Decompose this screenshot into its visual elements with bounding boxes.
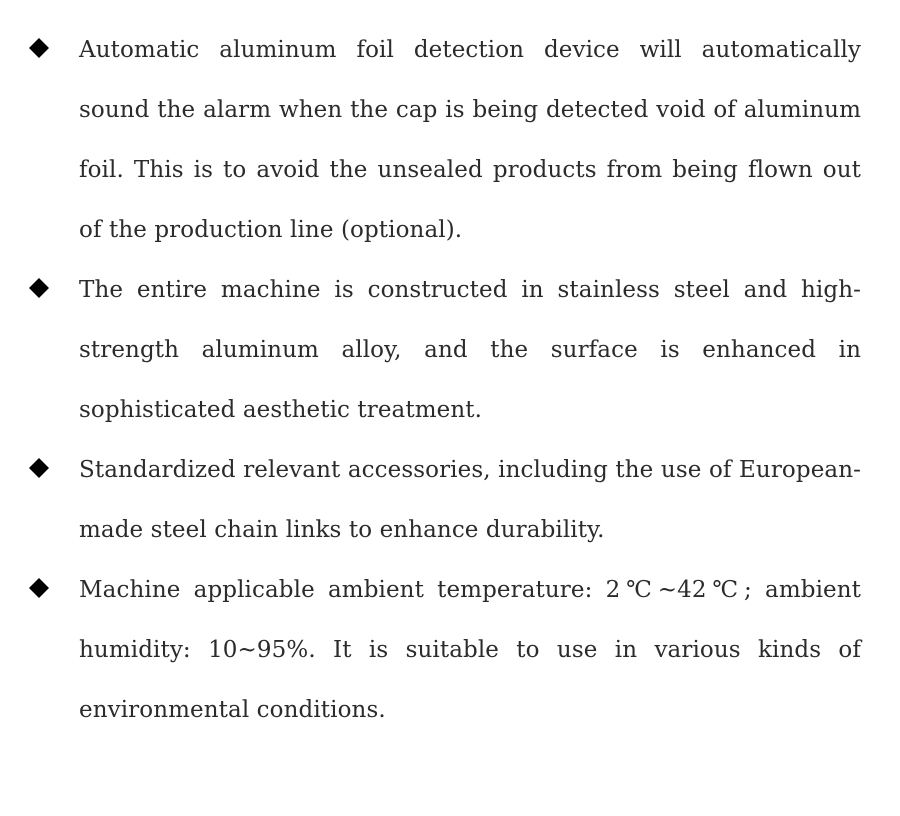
list-item-text: The entire machine is constructed in stainless steel and high-strength aluminum alloy, and the surface is enhanced in sophisticated aesthetic treatment. [79, 277, 861, 423]
list-item [0, 260, 900, 440]
list-item-text: Standardized relevant accessories, including the use of European-made steel chain links to enhance durability. [79, 457, 861, 543]
list-item-text: Machine applicable ambient temperature: 2℃~42℃; ambient humidity: 10~95%. It is suitable to use in various kinds of environmental conditions. [79, 577, 861, 723]
list-item [0, 440, 900, 560]
list-item [0, 560, 900, 740]
diamond-bullet-icon [31, 580, 47, 596]
diamond-bullet-icon [31, 40, 47, 56]
feature-list [0, 20, 900, 740]
list-item-text: Automatic aluminum foil detection device will automatically sound the alarm when the cap is being detected void of aluminum foil. This is to avoid the unsealed products from being flown out of the production line (optional). [79, 37, 861, 243]
diamond-bullet-icon [31, 280, 47, 296]
diamond-bullet-icon [31, 460, 47, 476]
list-item [0, 20, 900, 260]
